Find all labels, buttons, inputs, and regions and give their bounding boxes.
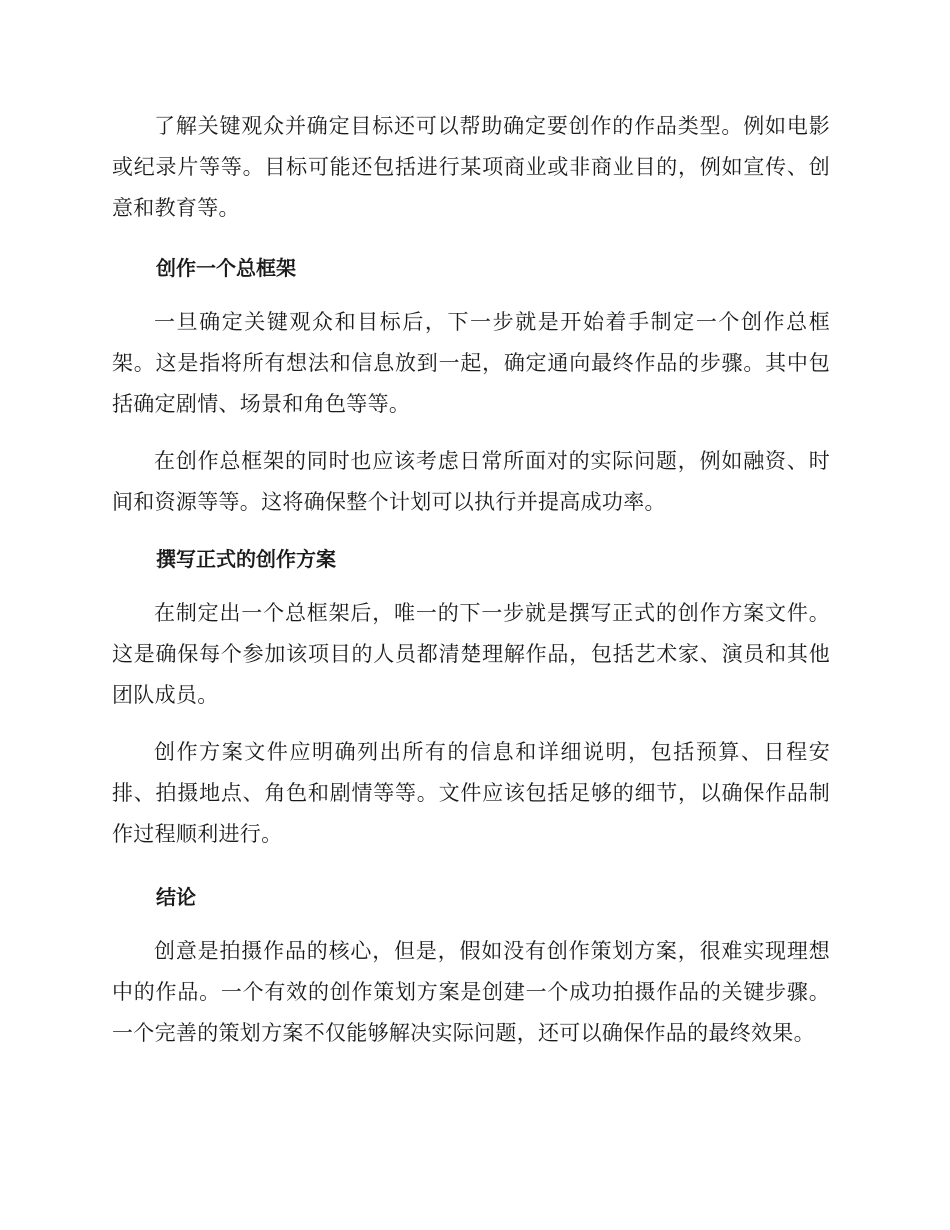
document-page <box>112 106 830 1054</box>
section-heading-framework: 创作一个总框架 <box>156 256 296 280</box>
paragraph-practical-issues: 在创作总框架的同时也应该考虑日常所面对的实际问题，例如融资、时间和资源等等。这将确保整个计划可以执行并提高成功率。 <box>112 449 830 514</box>
section-heading-conclusion: 结论 <box>156 885 196 909</box>
paragraph-framework-intro: 一旦确定关键观众和目标后，下一步就是开始着手制定一个创作总框架。这是指将所有想法和信息放到一起，确定通向最终作品的步骤。其中包括确定剧情、场景和角色等等。 <box>112 310 830 416</box>
section-heading-formal-plan: 撰写正式的创作方案 <box>156 547 336 571</box>
paragraph-formal-plan: 在制定出一个总框架后，唯一的下一步就是撰写正式的创作方案文件。这是确保每个参加该项目的人员都清楚理解作品，包括艺术家、演员和其他团队成员。 <box>112 601 830 707</box>
paragraph-audience-goals: 了解关键观众并确定目标还可以帮助确定要创作的作品类型。例如电影或纪录片等等。目标可能还包括进行某项商业或非商业目的，例如宣传、创意和教育等。 <box>112 114 830 220</box>
paragraph-conclusion: 创意是拍摄作品的核心，但是，假如没有创作策划方案，很难实现理想中的作品。一个有效的创作策划方案是创建一个成功拍摄作品的关键步骤。一个完善的策划方案不仅能够解决实际问题，还可以确保作品的最终效果。 <box>112 939 830 1045</box>
paragraph-plan-details: 创作方案文件应明确列出所有的信息和详细说明，包括预算、日程安排、拍摄地点、角色和剧情等等。文件应该包括足够的细节，以确保作品制作过程顺利进行。 <box>112 740 830 846</box>
